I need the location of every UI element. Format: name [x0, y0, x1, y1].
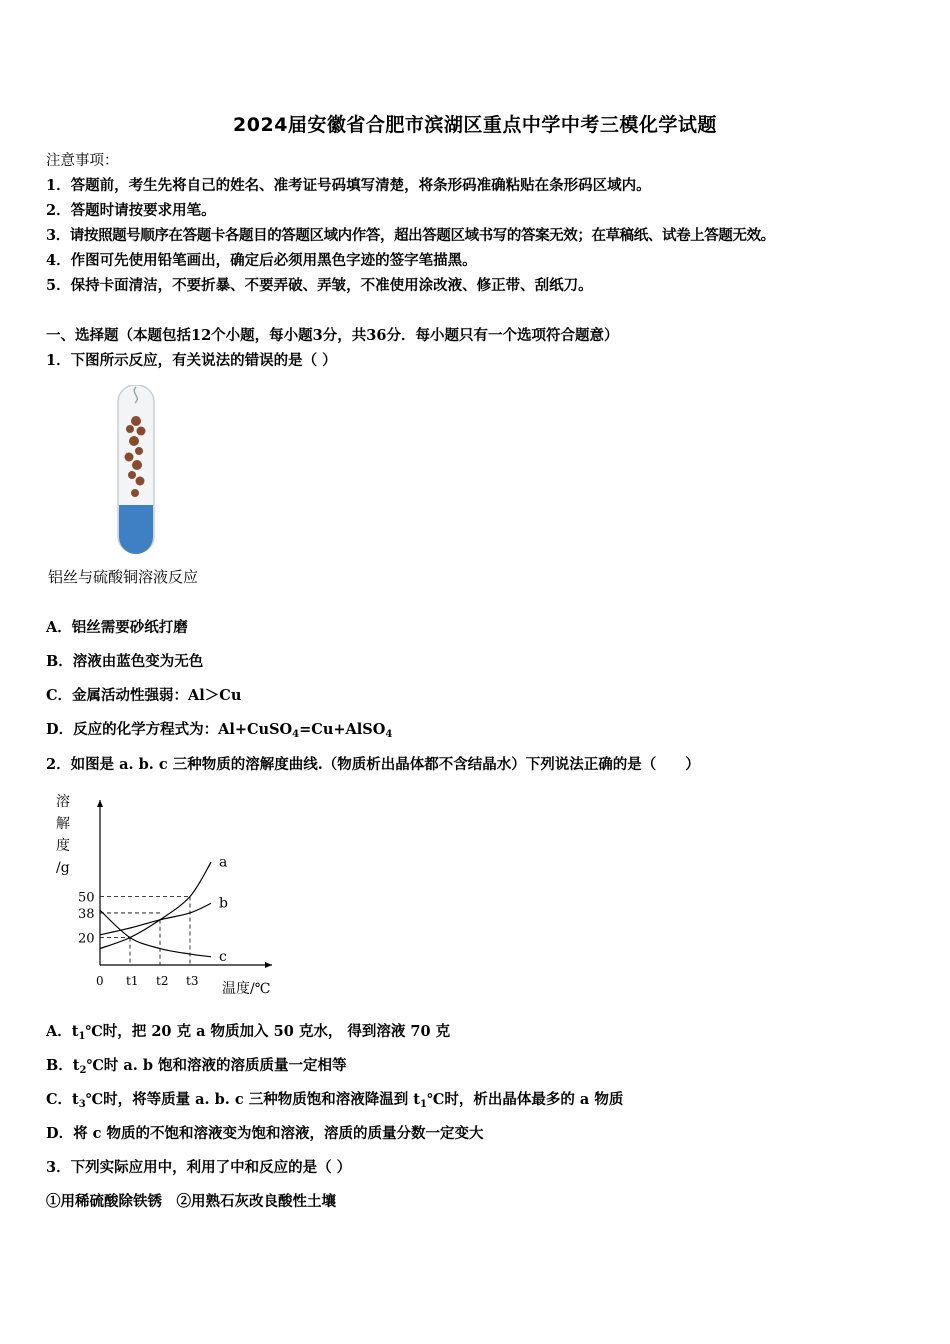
section-heading: 一、选择题（本题包括12个小题，每小题3分，共36分．每小题只有一个选项符合题意）	[46, 327, 619, 344]
q2-stem: 2．如图是 a. b. c 三种物质的溶解度曲线.（物质析出晶体都不含结晶水）下列说法正确的是（ ）	[46, 756, 700, 773]
q2-option-d: D．将 c 物质的不饱和溶液变为饱和溶液，溶质的质量分数一定变大	[46, 1125, 484, 1142]
y-tick-label: 50	[78, 890, 95, 906]
y-axis-label-char: /g	[56, 860, 70, 876]
series-a-label: a	[219, 854, 228, 871]
y-axis-label-char: 度	[56, 838, 70, 854]
figure-caption: 铝丝与硫酸铜溶液反应	[48, 568, 199, 586]
q2-option-b: B．$t_2℃$时 a. b 饱和溶液的溶质质量一定相等	[46, 1057, 347, 1076]
q1-option-c: C．金属活动性强弱：Al＞Cu	[46, 687, 242, 704]
y-tick-label: 38	[78, 906, 95, 922]
series-b-line	[100, 903, 211, 935]
y-axis-label-char: 解	[56, 816, 70, 832]
note-item-2: 2．答题时请按要求用笔。	[46, 202, 216, 219]
q3-stem: 3．下列实际应用中，利用了中和反应的是（ ）	[46, 1159, 352, 1176]
y-axis-arrow	[97, 800, 103, 807]
notes-heading: 注意事项：	[46, 153, 119, 169]
q1-option-d: D．反应的化学方程式为：Al+CuSO$_4$=Cu+AlSO$_4$	[46, 721, 393, 740]
x-tick-label: t2	[156, 974, 169, 988]
q1-option-a: A．铝丝需要砂纸打磨	[46, 619, 188, 636]
note-item-4: 4．作图可先使用铅笔画出，确定后必须用黑色字迹的签字笔描黑。	[46, 252, 477, 269]
x-tick-label: t1	[126, 974, 139, 988]
note-item-3: 3．请按照题号顺序在答题卡各题目的答题区域内作答，超出答题区域书写的答案无效；在草稿纸、试卷上答题无效。	[46, 227, 775, 244]
series-c-line	[100, 910, 211, 957]
page-title: 2024届安徽省合肥市滨湖区重点中学中考三模化学试题	[233, 114, 717, 136]
test-tube-image	[108, 385, 168, 560]
series-a-line	[100, 862, 211, 948]
series-b-label: b	[219, 895, 228, 912]
y-axis-label-char: 溶	[56, 794, 70, 810]
q2-option-a: A．$t_1℃$时，把 20 克 a 物质加入 50 克水， 得到溶液 70 克	[46, 1023, 451, 1042]
q1-stem: 1．下图所示反应，有关说法的错误的是（ ）	[46, 352, 337, 369]
q3-items: ①用稀硫酸除铁锈 ②用熟石灰改良酸性土壤	[46, 1193, 336, 1210]
x-tick-label: 0	[96, 974, 104, 988]
x-tick-label: t3	[186, 974, 199, 988]
solubility-chart	[50, 790, 285, 1000]
note-item-5: 5．保持卡面清洁，不要折暴、不要弄破、弄皱，不准使用涂改液、修正带、刮纸刀。	[46, 277, 593, 294]
x-axis-arrow	[265, 962, 272, 968]
x-axis-label: 温度/℃	[222, 981, 271, 997]
series-c-label: c	[219, 948, 227, 965]
note-item-1: 1．答题前，考生先将自己的姓名、准考证号码填写清楚，将条形码准确粘贴在条形码区域内。	[46, 177, 651, 194]
q1-option-b: B．溶液由蓝色变为无色	[46, 653, 204, 670]
q2-option-c: C．$t_3℃$时，将等质量 a. b. c 三种物质饱和溶液降温到 $t_1℃$时，析出晶体最多的 a 物质	[46, 1091, 624, 1110]
y-tick-label: 20	[78, 931, 95, 947]
